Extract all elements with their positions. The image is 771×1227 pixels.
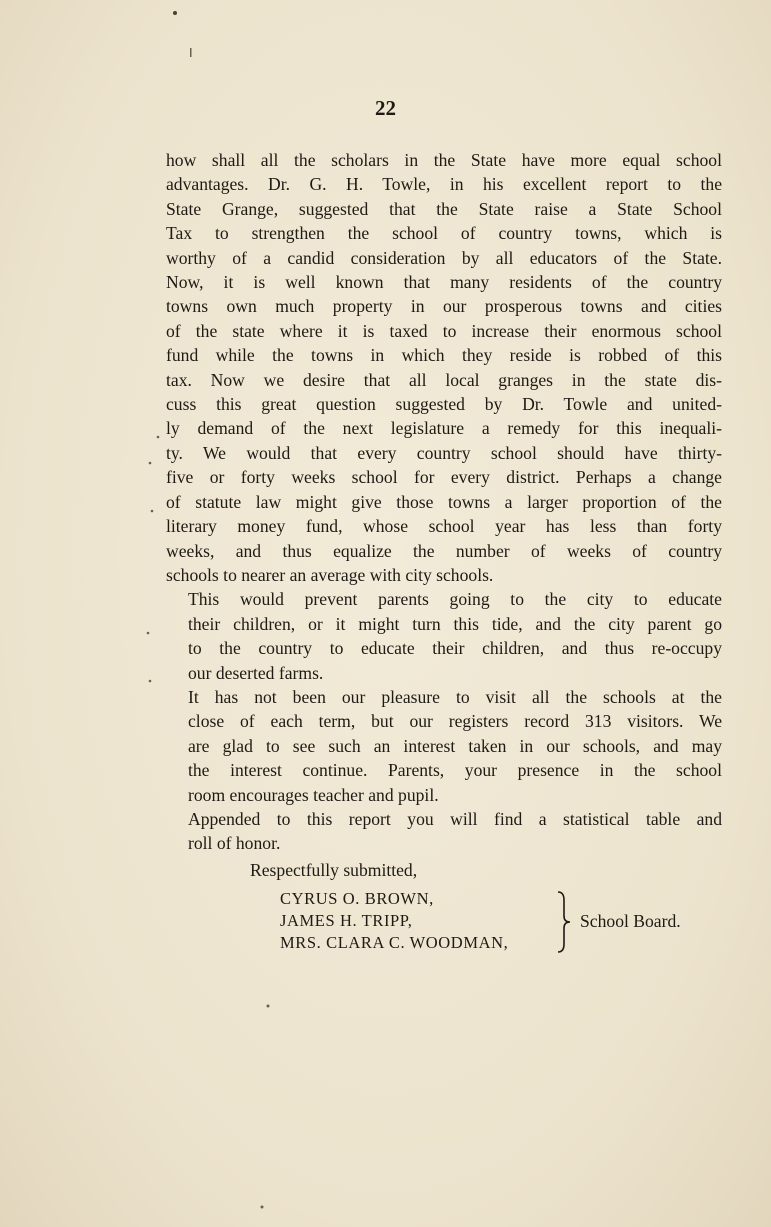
text-line: fund while the towns in which they reside is robbed of this — [166, 345, 722, 366]
closing-salutation: Respectfully submitted, — [250, 860, 418, 880]
text-line: tax. Now we desire that all local granges in the state dis- — [166, 369, 722, 390]
text-line: schools to nearer an average with city schools. — [166, 564, 494, 585]
text-line: weeks, and thus equalize the number of weeks of country — [166, 540, 722, 561]
text-line: ly demand of the next legislature a remedy for this inequali- — [166, 418, 722, 439]
text-line: their children, or it might turn this tide, and the city parent go — [188, 613, 722, 634]
text-line: to the country to educate their children, and thus re-occupy — [188, 638, 722, 659]
text-line: towns own much property in our prosperous towns and cities — [166, 296, 722, 317]
page-number: 22 — [375, 96, 396, 120]
text-line: roll of honor. — [188, 833, 281, 854]
text-line: It has not been our pleasure to visit all the schools at the — [188, 686, 722, 707]
signatory-name: JAMES H. TRIPP, — [280, 911, 413, 930]
board-label: School Board. — [580, 911, 681, 931]
text-line: of statute law might give those towns a larger proportion of the — [166, 491, 722, 512]
signatory-name: MRS. CLARA C. WOODMAN, — [280, 933, 509, 952]
report-body — [166, 148, 722, 856]
text-line: worthy of a candid consideration by all educators of the State. — [166, 247, 722, 268]
text-line: cuss this great question suggested by Dr. Towle and united- — [166, 394, 722, 415]
text-line: our deserted farms. — [188, 662, 324, 683]
text-line: advantages. Dr. G. H. Towle, in his excellent report to the — [166, 174, 722, 195]
text-line: ty. We would that every country school should have thirty- — [166, 442, 722, 463]
text-line: literary money fund, whose school year has less than forty — [166, 516, 722, 537]
signatory-name: CYRUS O. BROWN, — [280, 889, 434, 908]
text-line: This would prevent parents going to the city to educate — [188, 589, 722, 610]
paragraph-appended-table — [166, 807, 722, 856]
signature-block — [280, 888, 508, 954]
text-line: State Grange, suggested that the State raise a State School — [166, 198, 722, 219]
text-line: how shall all the scholars in the State have more equal school — [166, 150, 722, 170]
text-line: Appended to this report you will find a statistical table and — [188, 808, 722, 829]
text-line: of the state where it is taxed to increase their enormous school — [166, 320, 722, 341]
paragraph-deserted-farms — [166, 587, 722, 685]
text-line: room encourages teacher and pupil. — [188, 784, 439, 805]
paragraph-visitors — [166, 685, 722, 807]
text-line: five or forty weeks school for every district. Perhaps a change — [166, 467, 722, 488]
paragraph-school-tax — [166, 148, 722, 587]
curly-brace-icon — [556, 890, 572, 954]
text-line: Tax to strengthen the school of country towns, which is — [166, 223, 722, 244]
text-line: are glad to see such an interest taken in our schools, and may — [188, 735, 722, 756]
text-line: the interest continue. Parents, your presence in the school — [188, 760, 722, 781]
text-line: close of each term, but our registers record 313 visitors. We — [188, 711, 722, 732]
text-line: Now, it is well known that many residents of the country — [166, 272, 722, 293]
